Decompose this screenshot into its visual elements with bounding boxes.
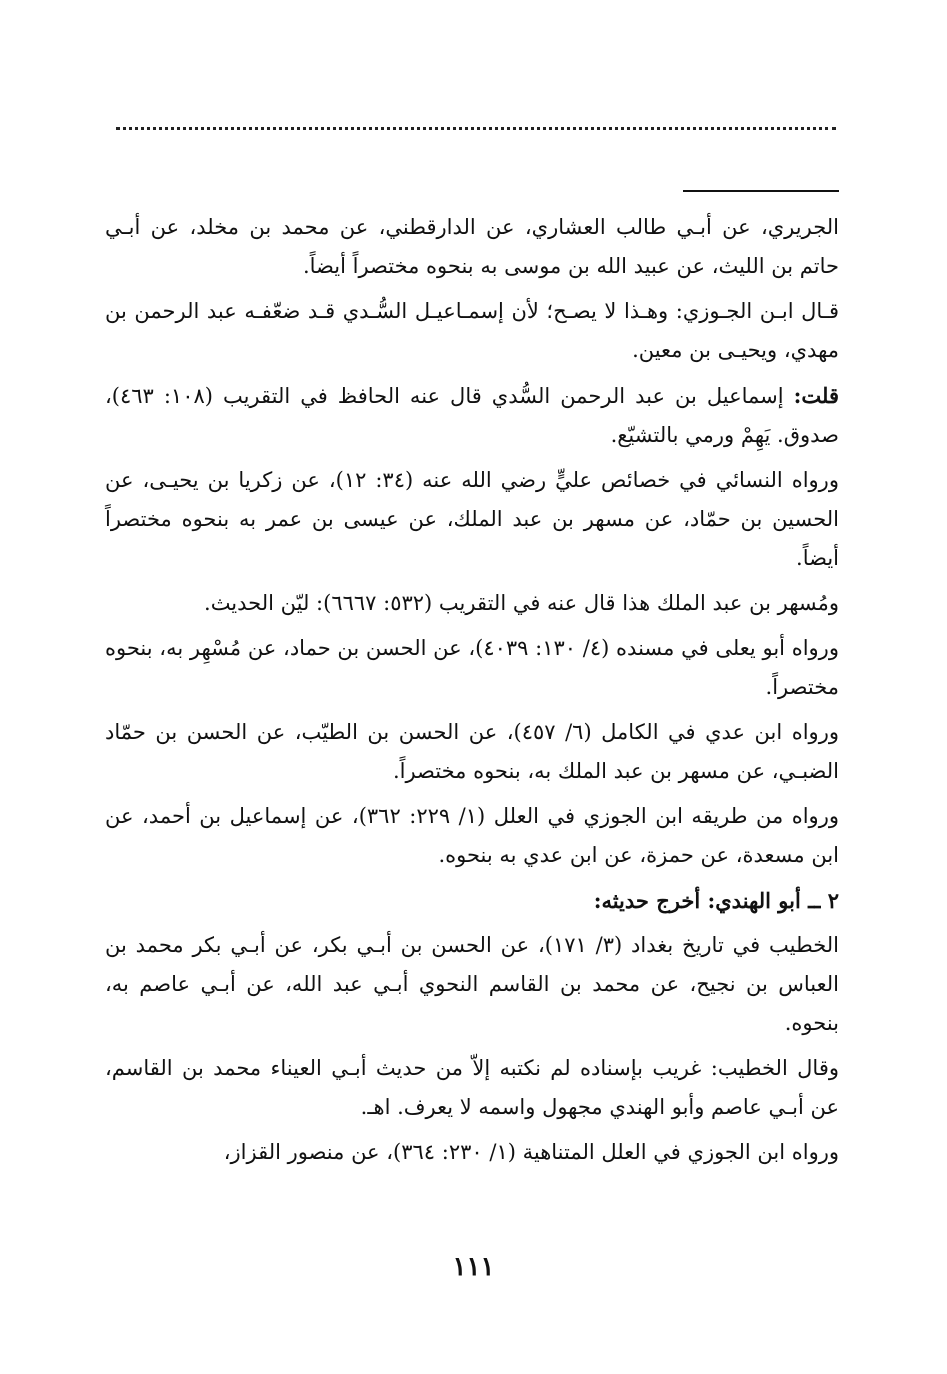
paragraph: ورواه ابن عدي في الكامل (٦/ ٤٥٧)، عن الحسن بن الطيّب، عن الحسن بن حمّاد الضبـي، عن مسهر بن عبد الملك به، بنحوه مختصراً. xyxy=(105,720,839,783)
paragraph: ورواه النسائي في خصائص عليٍّ رضي الله عنه (٣٤: ١٢)، عن زكريا بن يحيـى، عن الحسين بن حمّاد، عن مسهر بن عبد الملك، عن عيسى بن عمر به بنحوه مختصراً أيضاً. xyxy=(105,468,839,570)
lead-label: قلت: xyxy=(793,383,839,408)
dotted-separator xyxy=(116,127,836,130)
page-body xyxy=(105,208,839,1178)
paragraph: الخطيب في تاريخ بغداد (٣/ ١٧١)، عن الحسن بن أبـي بكر، عن أبـي بكر محمد بن العباس بن نجيح، عن محمد بن القاسم النحوي أبـي عبد الله، عن أبـي عاصم به، بنحوه. xyxy=(105,933,839,1035)
page-number: ١١١ xyxy=(452,1252,495,1282)
paragraph-text: إسماعيل بن عبد الرحمن السُّدي قال عنه الحافظ في التقريب (١٠٨: ٤٦٣)، صدوق. يَهِمْ ورمي بالتشيّع. xyxy=(105,384,839,447)
paragraph: ورواه من طريقه ابن الجوزي في العلل (١/ ٢٢٩: ٣٦٢)، عن إسماعيل بن أحمد، عن ابن مسعدة، عن حمزة، عن ابن عدي به بنحوه. xyxy=(105,804,839,867)
footnote-rule xyxy=(683,190,839,192)
paragraph: وقال الخطيب: غريب بإسناده لم نكتبه إلاّ من حديث أبـي العيناء محمد بن القاسم، عن أبـي عاصم وأبو الهندي مجهول واسمه لا يعرف. اهـ. xyxy=(105,1056,839,1119)
paragraph: قـال ابـن الجـوزي: وهـذا لا يصـح؛ لأن إسمـاعيـل السُّـدي قـد ضعّفـه عبد الرحمن بن مهدي، ويحيـى بن معين. xyxy=(105,299,839,362)
paragraph: ورواه أبو يعلى في مسنده (٤/ ١٣٠: ٤٠٣٩)، عن الحسن بن حماد، عن مُسْهِر به، بنحوه مختصراً. xyxy=(105,636,839,699)
paragraph xyxy=(105,376,839,455)
paragraph: ورواه ابن الجوزي في العلل المتناهية (١/ ٢٣٠: ٣٦٤)، عن منصور القزاز، xyxy=(223,1140,839,1164)
paragraph: الجريري، عن أبـي طالب العشاري، عن الدارقطني، عن محمد بن مخلد، عن أبـي حاتم بن الليث، عن عبيد الله بن موسى به بنحوه مختصراً أيضاً. xyxy=(105,215,839,278)
section-heading: ٢ ــ أبو الهندي: أخرج حديثه: xyxy=(593,888,839,913)
paragraph: ومُسهر بن عبد الملك هذا قال عنه في التقريب (٥٣٢: ٦٦٦٧): ليّن الحديث. xyxy=(204,591,839,615)
